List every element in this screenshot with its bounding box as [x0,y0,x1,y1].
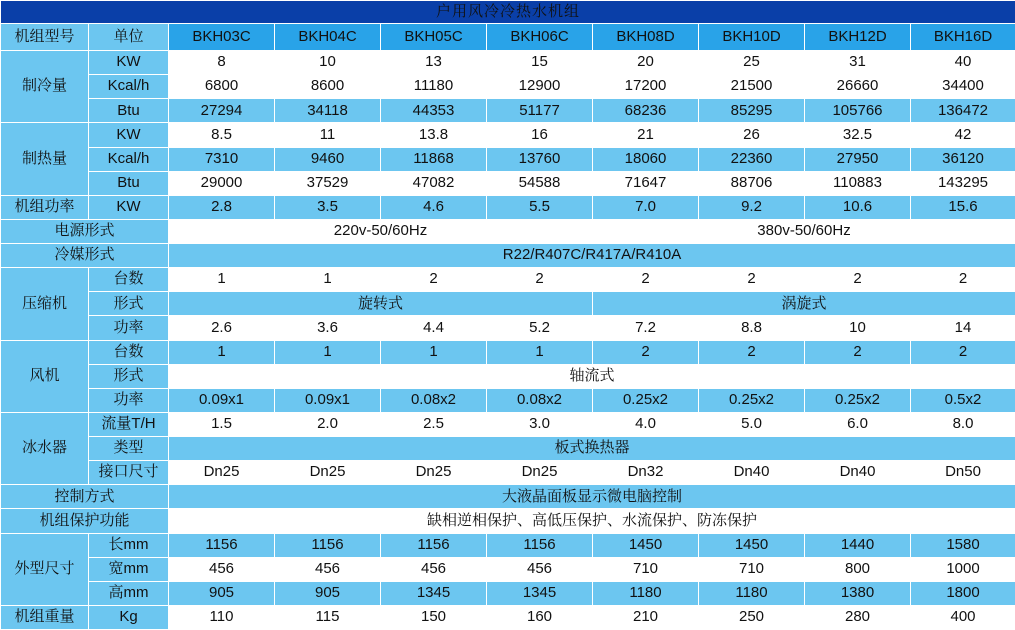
heating-btu-1: 37529 [275,171,381,195]
water-port-7: Dn50 [911,461,1015,485]
group-label-water-chiller: 冰水器 [1,412,89,484]
unit-label-height: 高mm [89,581,169,605]
group-label-refrigerant: 冷媒形式 [1,244,169,268]
heating-kcal-0: 7310 [169,147,275,171]
cooling-kcal-1: 8600 [275,75,381,99]
unit-label-kcalh-heating: Kcal/h [89,147,169,171]
fan-type-value: 轴流式 [169,364,1015,388]
water-port-1: Dn25 [275,461,381,485]
dim-height-4: 1180 [593,581,699,605]
heating-kw-1: 11 [275,123,381,147]
heating-kcal-3: 13760 [487,147,593,171]
group-label-control: 控制方式 [1,485,169,509]
fan-count-2: 1 [381,340,487,364]
cooling-kw-5: 25 [699,51,805,75]
heating-btu-2: 47082 [381,171,487,195]
cooling-kcal-7: 34400 [911,75,1015,99]
weight-0: 110 [169,605,275,629]
water-port-3: Dn25 [487,461,593,485]
dim-length-5: 1450 [699,533,805,557]
table-row [1,533,1015,557]
table-row [1,316,1015,340]
cooling-kcal-0: 6800 [169,75,275,99]
heating-kcal-6: 27950 [805,147,911,171]
group-label-cooling: 制冷量 [1,51,89,123]
fan-count-1: 1 [275,340,381,364]
protection-value: 缺相逆相保护、高低压保护、水流保护、防冻保护 [169,509,1015,533]
heating-kcal-5: 22360 [699,147,805,171]
dim-height-0: 905 [169,581,275,605]
cooling-kcal-3: 12900 [487,75,593,99]
water-flow-7: 8.0 [911,412,1015,436]
dim-length-1: 1156 [275,533,381,557]
dim-width-5: 710 [699,557,805,581]
table-row [1,340,1015,364]
unit-label-width: 宽mm [89,557,169,581]
dim-height-7: 1800 [911,581,1015,605]
header-model-6: BKH12D [805,24,911,51]
unit-power-5: 9.2 [699,195,805,219]
cooling-kw-1: 10 [275,51,381,75]
table-row [1,461,1015,485]
cooling-kcal-2: 11180 [381,75,487,99]
heating-kw-2: 13.8 [381,123,487,147]
fan-count-3: 1 [487,340,593,364]
header-model-5: BKH10D [699,24,805,51]
header-model-4: BKH08D [593,24,699,51]
group-label-compressor: 压缩机 [1,268,89,340]
heating-btu-7: 143295 [911,171,1015,195]
unit-label-category: 类型 [89,437,169,461]
heating-kw-7: 42 [911,123,1015,147]
fan-count-5: 2 [699,340,805,364]
unit-label-power-fan: 功率 [89,388,169,412]
unit-label-flow: 流量T/H [89,412,169,436]
table-row [1,581,1015,605]
fan-power-7: 0.5x2 [911,388,1015,412]
weight-4: 210 [593,605,699,629]
cooling-kcal-4: 17200 [593,75,699,99]
heating-btu-4: 71647 [593,171,699,195]
heating-kw-5: 26 [699,123,805,147]
water-flow-1: 2.0 [275,412,381,436]
table-row [1,412,1015,436]
power-supply-right: 380v-50/60Hz [593,219,1015,243]
water-port-6: Dn40 [805,461,911,485]
table-row [1,364,1015,388]
dim-width-7: 1000 [911,557,1015,581]
dim-width-2: 456 [381,557,487,581]
unit-label-power-compressor: 功率 [89,316,169,340]
compressor-power-3: 5.2 [487,316,593,340]
compressor-type-left: 旋转式 [169,292,593,316]
dim-width-3: 456 [487,557,593,581]
compressor-power-4: 7.2 [593,316,699,340]
unit-label-kg: Kg [89,605,169,629]
fan-power-3: 0.08x2 [487,388,593,412]
dim-length-6: 1440 [805,533,911,557]
fan-count-4: 2 [593,340,699,364]
cooling-btu-3: 51177 [487,99,593,123]
cooling-kw-7: 40 [911,51,1015,75]
dim-width-0: 456 [169,557,275,581]
compressor-count-1: 1 [275,268,381,292]
dim-height-6: 1380 [805,581,911,605]
group-label-protection: 机组保护功能 [1,509,169,533]
table-title-row [1,1,1015,24]
page-title: 户用风冷冷热水机组 [1,1,1015,24]
table-row [1,388,1015,412]
cooling-kw-4: 20 [593,51,699,75]
dim-height-3: 1345 [487,581,593,605]
header-unit-label: 单位 [89,24,169,51]
fan-count-7: 2 [911,340,1015,364]
unit-label-count-fan: 台数 [89,340,169,364]
table-row [1,437,1015,461]
compressor-power-7: 14 [911,316,1015,340]
cooling-btu-6: 105766 [805,99,911,123]
weight-6: 280 [805,605,911,629]
cooling-kw-2: 13 [381,51,487,75]
water-flow-2: 2.5 [381,412,487,436]
heating-btu-0: 29000 [169,171,275,195]
water-flow-0: 1.5 [169,412,275,436]
unit-power-0: 2.8 [169,195,275,219]
heating-btu-3: 54588 [487,171,593,195]
dim-length-3: 1156 [487,533,593,557]
table-row [1,147,1015,171]
compressor-type-right: 涡旋式 [593,292,1015,316]
unit-label-port-size: 接口尺寸 [89,461,169,485]
compressor-count-3: 2 [487,268,593,292]
unit-label-btu: Btu [89,99,169,123]
cooling-btu-5: 85295 [699,99,805,123]
dim-height-5: 1180 [699,581,805,605]
header-model-2: BKH05C [381,24,487,51]
table-row [1,51,1015,75]
table-row [1,219,1015,243]
water-flow-6: 6.0 [805,412,911,436]
heating-btu-5: 88706 [699,171,805,195]
unit-power-7: 15.6 [911,195,1015,219]
unit-label-kw-heating: KW [89,123,169,147]
fan-power-6: 0.25x2 [805,388,911,412]
power-supply-left: 220v-50/60Hz [169,219,593,243]
fan-count-6: 2 [805,340,911,364]
unit-label-kcalh: Kcal/h [89,75,169,99]
water-flow-5: 5.0 [699,412,805,436]
compressor-power-5: 8.8 [699,316,805,340]
compressor-count-2: 2 [381,268,487,292]
header-model-label: 机组型号 [1,24,89,51]
unit-label-type-fan: 形式 [89,364,169,388]
group-label-dimensions: 外型尺寸 [1,533,89,605]
unit-label-kw-power: KW [89,195,169,219]
group-label-fan: 风机 [1,340,89,412]
heating-kw-3: 16 [487,123,593,147]
cooling-kcal-6: 26660 [805,75,911,99]
table-row [1,195,1015,219]
compressor-count-6: 2 [805,268,911,292]
weight-1: 115 [275,605,381,629]
heating-kw-6: 32.5 [805,123,911,147]
control-value: 大液晶面板显示微电脑控制 [169,485,1015,509]
compressor-count-4: 2 [593,268,699,292]
cooling-kw-3: 15 [487,51,593,75]
heating-kw-4: 21 [593,123,699,147]
table-row [1,244,1015,268]
weight-3: 160 [487,605,593,629]
unit-label-kw: KW [89,51,169,75]
table-row [1,292,1015,316]
heating-kcal-7: 36120 [911,147,1015,171]
compressor-power-1: 3.6 [275,316,381,340]
unit-power-3: 5.5 [487,195,593,219]
compressor-power-6: 10 [805,316,911,340]
dim-length-4: 1450 [593,533,699,557]
cooling-btu-2: 44353 [381,99,487,123]
dim-length-0: 1156 [169,533,275,557]
water-port-4: Dn32 [593,461,699,485]
cooling-kw-6: 31 [805,51,911,75]
water-port-5: Dn40 [699,461,805,485]
header-model-3: BKH06C [487,24,593,51]
table-row [1,75,1015,99]
cooling-btu-4: 68236 [593,99,699,123]
group-label-weight: 机组重量 [1,605,89,629]
heating-kw-0: 8.5 [169,123,275,147]
group-label-heating: 制热量 [1,123,89,195]
cooling-kcal-5: 21500 [699,75,805,99]
cooling-btu-7: 136472 [911,99,1015,123]
refrigerant-value: R22/R407C/R417A/R410A [169,244,1015,268]
header-model-0: BKH03C [169,24,275,51]
compressor-count-7: 2 [911,268,1015,292]
table-row [1,171,1015,195]
group-label-unit-power: 机组功率 [1,195,89,219]
weight-5: 250 [699,605,805,629]
header-model-7: BKH16D [911,24,1015,51]
compressor-power-2: 4.4 [381,316,487,340]
unit-label-type-compressor: 形式 [89,292,169,316]
table-row [1,485,1015,509]
fan-power-0: 0.09x1 [169,388,275,412]
unit-power-1: 3.5 [275,195,381,219]
unit-power-2: 4.6 [381,195,487,219]
dim-width-1: 456 [275,557,381,581]
fan-count-0: 1 [169,340,275,364]
table-row [1,99,1015,123]
heating-btu-6: 110883 [805,171,911,195]
fan-power-4: 0.25x2 [593,388,699,412]
dim-width-4: 710 [593,557,699,581]
cooling-btu-1: 34118 [275,99,381,123]
fan-power-5: 0.25x2 [699,388,805,412]
table-row [1,509,1015,533]
unit-power-4: 7.0 [593,195,699,219]
table-header-row [1,24,1015,51]
dim-length-2: 1156 [381,533,487,557]
cooling-btu-0: 27294 [169,99,275,123]
unit-label-length: 长mm [89,533,169,557]
dim-height-1: 905 [275,581,381,605]
heating-kcal-1: 9460 [275,147,381,171]
fan-power-1: 0.09x1 [275,388,381,412]
cooling-kw-0: 8 [169,51,275,75]
header-model-1: BKH04C [275,24,381,51]
unit-label-count-compressor: 台数 [89,268,169,292]
water-category-value: 板式换热器 [169,437,1015,461]
water-port-0: Dn25 [169,461,275,485]
heating-kcal-4: 18060 [593,147,699,171]
weight-7: 400 [911,605,1015,629]
compressor-power-0: 2.6 [169,316,275,340]
table-row [1,123,1015,147]
dim-width-6: 800 [805,557,911,581]
dim-length-7: 1580 [911,533,1015,557]
compressor-count-0: 1 [169,268,275,292]
unit-power-6: 10.6 [805,195,911,219]
water-flow-4: 4.0 [593,412,699,436]
fan-power-2: 0.08x2 [381,388,487,412]
compressor-count-5: 2 [699,268,805,292]
table-row [1,557,1015,581]
weight-2: 150 [381,605,487,629]
unit-label-btu-heating: Btu [89,171,169,195]
heating-kcal-2: 11868 [381,147,487,171]
dim-height-2: 1345 [381,581,487,605]
water-flow-3: 3.0 [487,412,593,436]
table-row [1,605,1015,629]
table-row [1,268,1015,292]
group-label-power-supply: 电源形式 [1,219,169,243]
water-port-2: Dn25 [381,461,487,485]
